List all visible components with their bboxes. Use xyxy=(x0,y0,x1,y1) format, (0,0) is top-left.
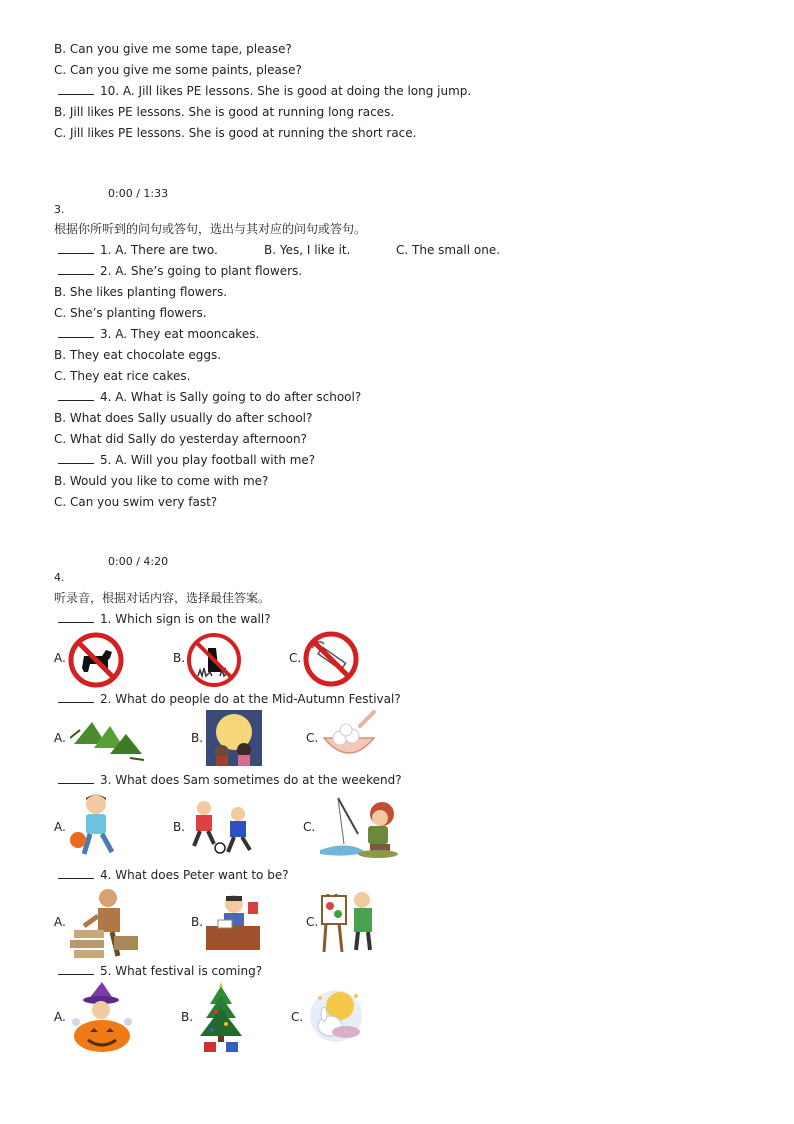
question-3 xyxy=(58,327,259,341)
option-a-label: A. xyxy=(54,731,66,745)
option-b: B. Can you give me some tape, please? xyxy=(54,42,292,56)
question-2 xyxy=(58,692,401,706)
no-smoking-sign-icon[interactable] xyxy=(302,630,360,688)
moon-watching-icon[interactable] xyxy=(206,710,262,766)
answer-blank[interactable] xyxy=(58,84,94,95)
option-b: B. What does Sally usually do after school? xyxy=(54,411,313,425)
option-c: C. Jill likes PE lessons. She is good at running the short race. xyxy=(54,126,417,140)
option-c-label: C. xyxy=(306,915,319,929)
option-a: 4. A. What is Sally going to do after school? xyxy=(100,390,362,404)
answer-blank[interactable] xyxy=(58,243,94,254)
option-c: C. What did Sally do yesterday afternoon? xyxy=(54,432,307,446)
answer-blank[interactable] xyxy=(58,964,94,975)
rice-dumplings-icon[interactable] xyxy=(70,708,146,764)
question-10 xyxy=(58,84,471,98)
answer-blank[interactable] xyxy=(58,453,94,464)
halloween-pumpkin-witch-icon[interactable] xyxy=(70,982,134,1054)
option-b: B. They eat chocolate eggs. xyxy=(54,348,222,362)
answer-blank[interactable] xyxy=(58,612,94,623)
question-4 xyxy=(58,390,361,404)
no-dogs-sign-icon[interactable] xyxy=(68,632,124,688)
option-a-label: A. xyxy=(54,651,66,665)
question-1 xyxy=(58,612,271,626)
answer-blank[interactable] xyxy=(58,327,94,338)
audio-timer[interactable]: 0:00 / 1:33 xyxy=(108,187,169,200)
question-text: 4. What does Peter want to be? xyxy=(100,868,289,882)
option-b-label: B. xyxy=(191,731,204,745)
question-1 xyxy=(58,243,218,257)
option-c-label: C. xyxy=(303,820,316,834)
option-b: B. Jill likes PE lessons. She is good at running long races. xyxy=(54,105,395,119)
question-text: 3. What does Sam sometimes do at the weekend? xyxy=(100,773,402,787)
question-text: 1. Which sign is on the wall? xyxy=(100,612,271,626)
option-a: 5. A. Will you play football with me? xyxy=(100,453,316,467)
option-b-label: B. xyxy=(173,651,186,665)
answer-blank[interactable] xyxy=(58,692,94,703)
option-a: 1. A. There are two. xyxy=(100,243,218,257)
option-c-label: C. xyxy=(306,731,319,745)
option-a-label: A. xyxy=(54,915,66,929)
question-2 xyxy=(58,264,302,278)
option-a-label: A. xyxy=(54,820,66,834)
answer-blank[interactable] xyxy=(58,773,94,784)
option-b-label: B. xyxy=(173,820,186,834)
question-text: 2. What do people do at the Mid-Autumn Festival? xyxy=(100,692,401,706)
option-c: C. Can you give me some paints, please? xyxy=(54,63,302,77)
answer-blank[interactable] xyxy=(58,390,94,401)
option-b: B. Yes, I like it. xyxy=(264,243,351,257)
question-5 xyxy=(58,453,315,467)
option-b: B. She likes planting flowers. xyxy=(54,285,228,299)
answer-blank[interactable] xyxy=(58,868,94,879)
option-a-label: A. xyxy=(54,1010,66,1024)
option-c-label: C. xyxy=(291,1010,304,1024)
option-c: C. The small one. xyxy=(396,243,501,257)
teacher-at-desk-icon[interactable] xyxy=(204,892,262,952)
answer-blank[interactable] xyxy=(58,264,94,275)
option-b: B. Would you like to come with me? xyxy=(54,474,269,488)
option-c-label: C. xyxy=(289,651,302,665)
no-walking-on-grass-sign-icon[interactable] xyxy=(186,632,242,688)
question-5 xyxy=(58,964,262,978)
option-a: 2. A. She’s going to plant flowers. xyxy=(100,264,303,278)
section-instruction: 听录音，根据对话内容，选择最佳答案。 xyxy=(54,591,271,605)
question-10-text: 10. A. Jill likes PE lessons. She is good at doing the long jump. xyxy=(100,84,472,98)
section-number: 4. xyxy=(54,571,65,584)
option-c: C. She’s planting flowers. xyxy=(54,306,207,320)
painter-artist-icon[interactable] xyxy=(320,886,378,954)
mid-autumn-moon-rabbit-icon[interactable] xyxy=(306,988,366,1046)
audio-timer[interactable]: 0:00 / 4:20 xyxy=(108,555,169,568)
basketball-boy-icon[interactable] xyxy=(68,792,130,862)
playing-football-icon[interactable] xyxy=(186,798,262,856)
builder-worker-icon[interactable] xyxy=(70,886,146,960)
option-a: 3. A. They eat mooncakes. xyxy=(100,327,260,341)
question-text: 5. What festival is coming? xyxy=(100,964,263,978)
question-3 xyxy=(58,773,402,787)
option-c: C. Can you swim very fast? xyxy=(54,495,218,509)
option-b-label: B. xyxy=(181,1010,194,1024)
section-number: 3. xyxy=(54,203,65,216)
option-c: C. They eat rice cakes. xyxy=(54,369,191,383)
sweet-dumplings-bowl-icon[interactable] xyxy=(320,708,378,766)
christmas-tree-icon[interactable] xyxy=(196,982,246,1054)
section-instruction: 根据你所听到的问句或答句，选出与其对应的问句或答句。 xyxy=(54,222,367,236)
fishing-boy-icon[interactable] xyxy=(318,794,400,860)
option-b-label: B. xyxy=(191,915,204,929)
question-4 xyxy=(58,868,289,882)
